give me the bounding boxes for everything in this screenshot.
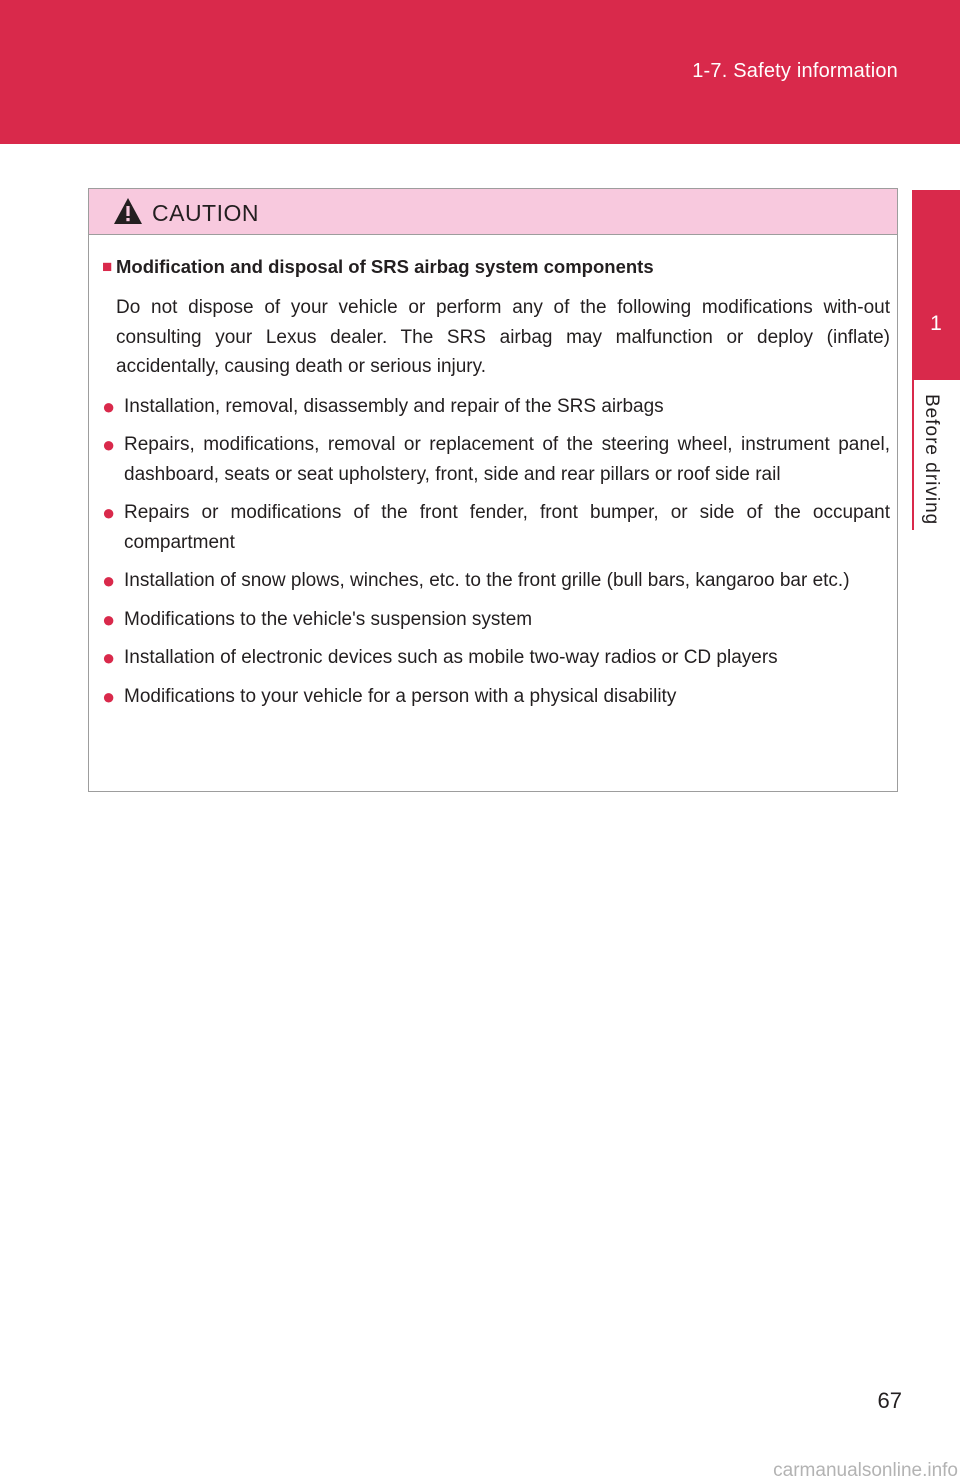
list-item-text: Installation, removal, disassembly and repair of the SRS airbags: [124, 395, 664, 417]
caution-intro: Do not dispose of your vehicle or perform any of the following modifications with-out consulting your Lexus dealer. The SRS airbag may malfunction or deploy (inflate) accidentally, causing death or serious injury.: [116, 297, 890, 377]
caution-header: [89, 189, 897, 235]
chapter-tab: [912, 190, 960, 380]
bullet-icon: ●: [102, 568, 116, 593]
list-item: [102, 430, 890, 489]
list-item-text: Repairs or modifications of the front fender, front bumper, or side of the occupant compartment: [124, 502, 890, 553]
warning-triangle-icon: [113, 197, 143, 225]
list-item: [102, 566, 890, 596]
list-item-text: Modifications to your vehicle for a person with a physical disability: [124, 685, 677, 707]
chapter-number: 1: [930, 312, 942, 335]
list-item: [102, 498, 890, 557]
list-item-text: Modifications to the vehicle's suspension system: [124, 608, 533, 630]
bullet-icon: ●: [102, 432, 116, 457]
caution-label: CAUTION: [152, 200, 259, 226]
list-item: [102, 392, 890, 422]
square-bullet-icon: ■: [102, 257, 113, 276]
bullet-icon: ●: [102, 645, 116, 670]
modification-list: [102, 392, 890, 712]
section-header-title: 1-7. Safety information: [692, 60, 898, 82]
list-item-text: Repairs, modifications, removal or replacement of the steering wheel, instrument panel, dashboard, seats or seat upholstery, front, side and rear pillars or roof side rail: [124, 434, 890, 485]
caution-body: [102, 255, 890, 720]
bullet-icon: ●: [102, 683, 116, 709]
watermark: carmanualsonline.info: [773, 1460, 958, 1481]
chapter-tab-rule: [912, 380, 914, 530]
bullet-icon: ●: [102, 606, 116, 632]
page-number: 67: [877, 1388, 902, 1413]
list-item: [102, 643, 890, 673]
list-item: [102, 605, 890, 635]
section-title-text: Modification and disposal of SRS airbag system components: [116, 256, 654, 277]
caution-box: [88, 188, 898, 792]
caution-section-title: [102, 255, 890, 279]
list-item: [102, 682, 890, 712]
chapter-label: Before driving: [921, 394, 942, 526]
list-item-text: Installation of snow plows, winches, etc. to the front grille (bull bars, kangaroo bar etc.): [124, 570, 850, 591]
list-item-text: Installation of electronic devices such as mobile two-way radios or CD players: [124, 647, 778, 668]
bullet-icon: ●: [102, 393, 116, 419]
bullet-icon: ●: [102, 500, 116, 525]
